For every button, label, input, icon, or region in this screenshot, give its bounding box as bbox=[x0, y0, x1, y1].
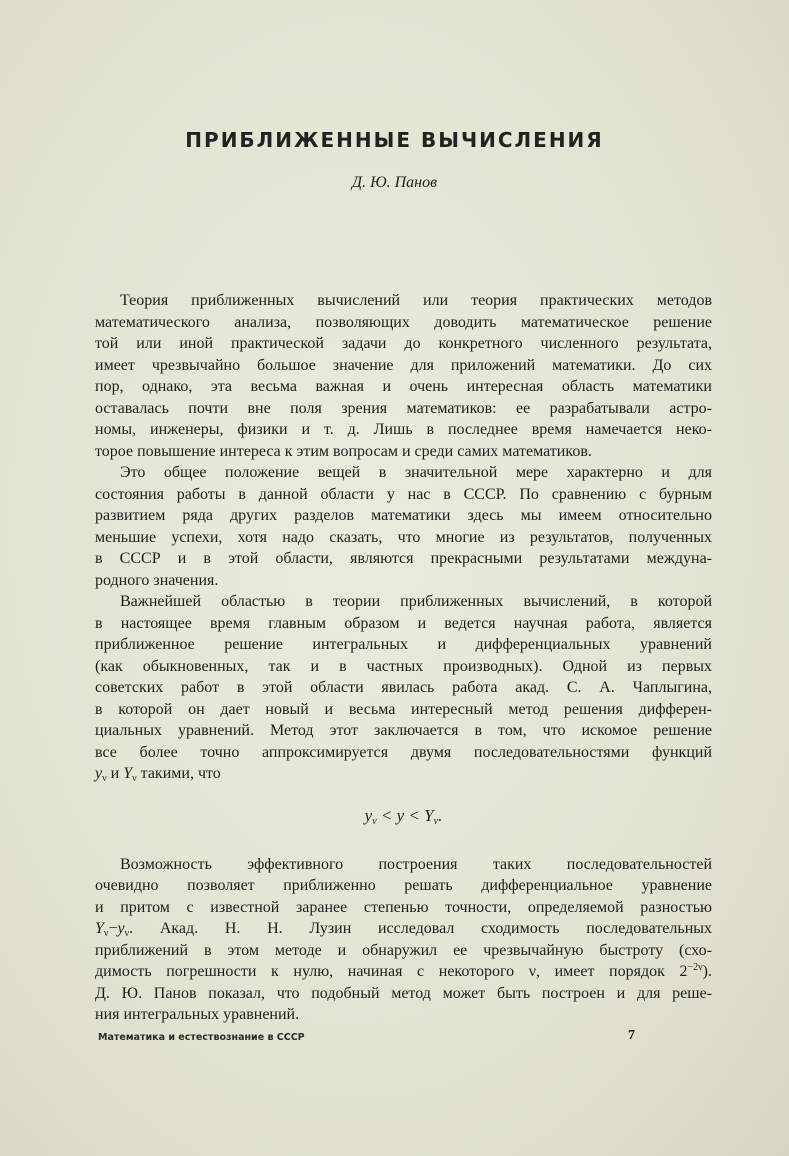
article-author: Д. Ю. Панов bbox=[351, 174, 438, 191]
text-line: Теория приближенных вычислений или теория практических методов bbox=[120, 292, 712, 309]
text-line: состояния работы в данной области у нас в СССР. По сравнению с бурным bbox=[95, 485, 712, 503]
text-run: . Акад. Н. Н. Лузин исследовал сходимость последовательных bbox=[129, 920, 712, 937]
text-line: оставалась почти вне поля зрения математиков: ее разрабатывали астро- bbox=[95, 399, 712, 417]
math-subscript: ν bbox=[102, 773, 107, 784]
text-line bbox=[95, 961, 712, 983]
text-line: Важнейшей областью в теории приближенных вычислений, в которой bbox=[120, 593, 712, 610]
text-run: < bbox=[376, 805, 397, 825]
text-line: развитием ряда других разделов математики здесь мы имеем относительно bbox=[95, 507, 712, 524]
math-variable: y bbox=[364, 805, 373, 825]
math-variable: Y bbox=[95, 920, 104, 937]
text-line: той или иной практической задачи до конкретного численного результата, bbox=[95, 335, 712, 352]
text-line: номы, инженеры, физики и т. д. Лишь в последнее время намечается неко- bbox=[95, 421, 712, 438]
text-line: циальных уравнений. Метод этот заключается в том, что искомое решение bbox=[95, 722, 712, 739]
math-variable: y bbox=[95, 765, 103, 782]
text-run: такими, что bbox=[136, 765, 221, 782]
text-line: приближенное решение интегральных и дифференциальных уравнений bbox=[95, 636, 712, 653]
text-run: − bbox=[108, 920, 118, 937]
page-number: 7 bbox=[628, 1028, 635, 1043]
footer-journal-title: Математика и естествознание в СССР bbox=[98, 1032, 305, 1043]
math-subscript: ν bbox=[103, 928, 109, 939]
math-subscript: ν bbox=[372, 815, 377, 827]
math-subscript: ν bbox=[132, 773, 137, 784]
text-line bbox=[95, 763, 712, 785]
text-line: пор, однако, эта весьма важная и очень интересная область математики bbox=[95, 378, 712, 395]
math-variable: y bbox=[117, 920, 125, 937]
text-line: очевидно позволяет приближенно решать дифференциальное уравнение bbox=[95, 877, 712, 894]
text-line: приближений в этом методе и обнаружил ее чрезвычайную быстроту (схо- bbox=[95, 941, 712, 959]
text-line: все более точно аппроксимируется двумя последовательностями функций bbox=[95, 743, 712, 761]
text-run: димость погрешности к нулю, начиная с некоторого ν, имеет порядок 2 bbox=[95, 963, 688, 980]
text-line: математического анализа, позволяющих доводить математическое решение bbox=[95, 313, 712, 331]
article-body bbox=[95, 290, 712, 1026]
article-title: ПРИБЛИЖЕННЫЕ ВЫЧИСЛЕНИЯ bbox=[185, 128, 604, 152]
text-line bbox=[95, 918, 712, 940]
math-variable: Y bbox=[424, 805, 434, 825]
text-line: родного значения. bbox=[95, 571, 219, 589]
text-line: Это общее положение вещей в значительной мере характерно и для bbox=[120, 464, 712, 481]
text-line: советских работ в этой области явилась работа акад. С. А. Чаплыгина, bbox=[95, 679, 712, 696]
text-line: Возможность эффективного построения таких последовательностей bbox=[120, 855, 712, 873]
display-formula bbox=[95, 791, 712, 841]
text-line: и притом с известной заранее степенью точности, определяемой разностью bbox=[95, 898, 712, 916]
paragraph bbox=[95, 290, 712, 462]
text-line: в СССР и в этой области, являются прекрасными результатами междуна- bbox=[95, 550, 712, 567]
text-run: < bbox=[404, 805, 425, 825]
text-run: . bbox=[438, 805, 443, 825]
text-line: в которой он дает новый и весьма интересный метод решения дифферен- bbox=[95, 700, 712, 718]
text-line: ния интегральных уравнений. bbox=[95, 1006, 300, 1023]
text-run: и bbox=[106, 765, 124, 782]
text-line: в настоящее время главным образом и ведется научная работа, является bbox=[95, 614, 712, 632]
text-line: (как обыкновенных, так и в частных производных). Одной из первых bbox=[95, 657, 712, 675]
paragraph bbox=[95, 854, 712, 1026]
math-subscript: ν bbox=[124, 928, 130, 939]
math-subscript: ν bbox=[433, 815, 439, 827]
text-run: ). bbox=[702, 963, 712, 980]
text-line: меньшие успехи, хотя надо сказать, что многие из результатов, полученных bbox=[95, 528, 712, 546]
text-line: имеет чрезвычайно большое значение для приложений математики. До сих bbox=[95, 356, 712, 374]
math-superscript: −2ν bbox=[687, 962, 703, 973]
text-line: торое повышение интереса к этим вопросам и среди самих математиков. bbox=[95, 442, 592, 460]
paragraph bbox=[95, 591, 712, 785]
math-variable: y bbox=[396, 805, 405, 825]
text-line: Д. Ю. Панов показал, что подобный метод может быть построен и для реше- bbox=[95, 984, 712, 1002]
paragraph bbox=[95, 462, 712, 591]
math-variable: Y bbox=[123, 765, 133, 782]
